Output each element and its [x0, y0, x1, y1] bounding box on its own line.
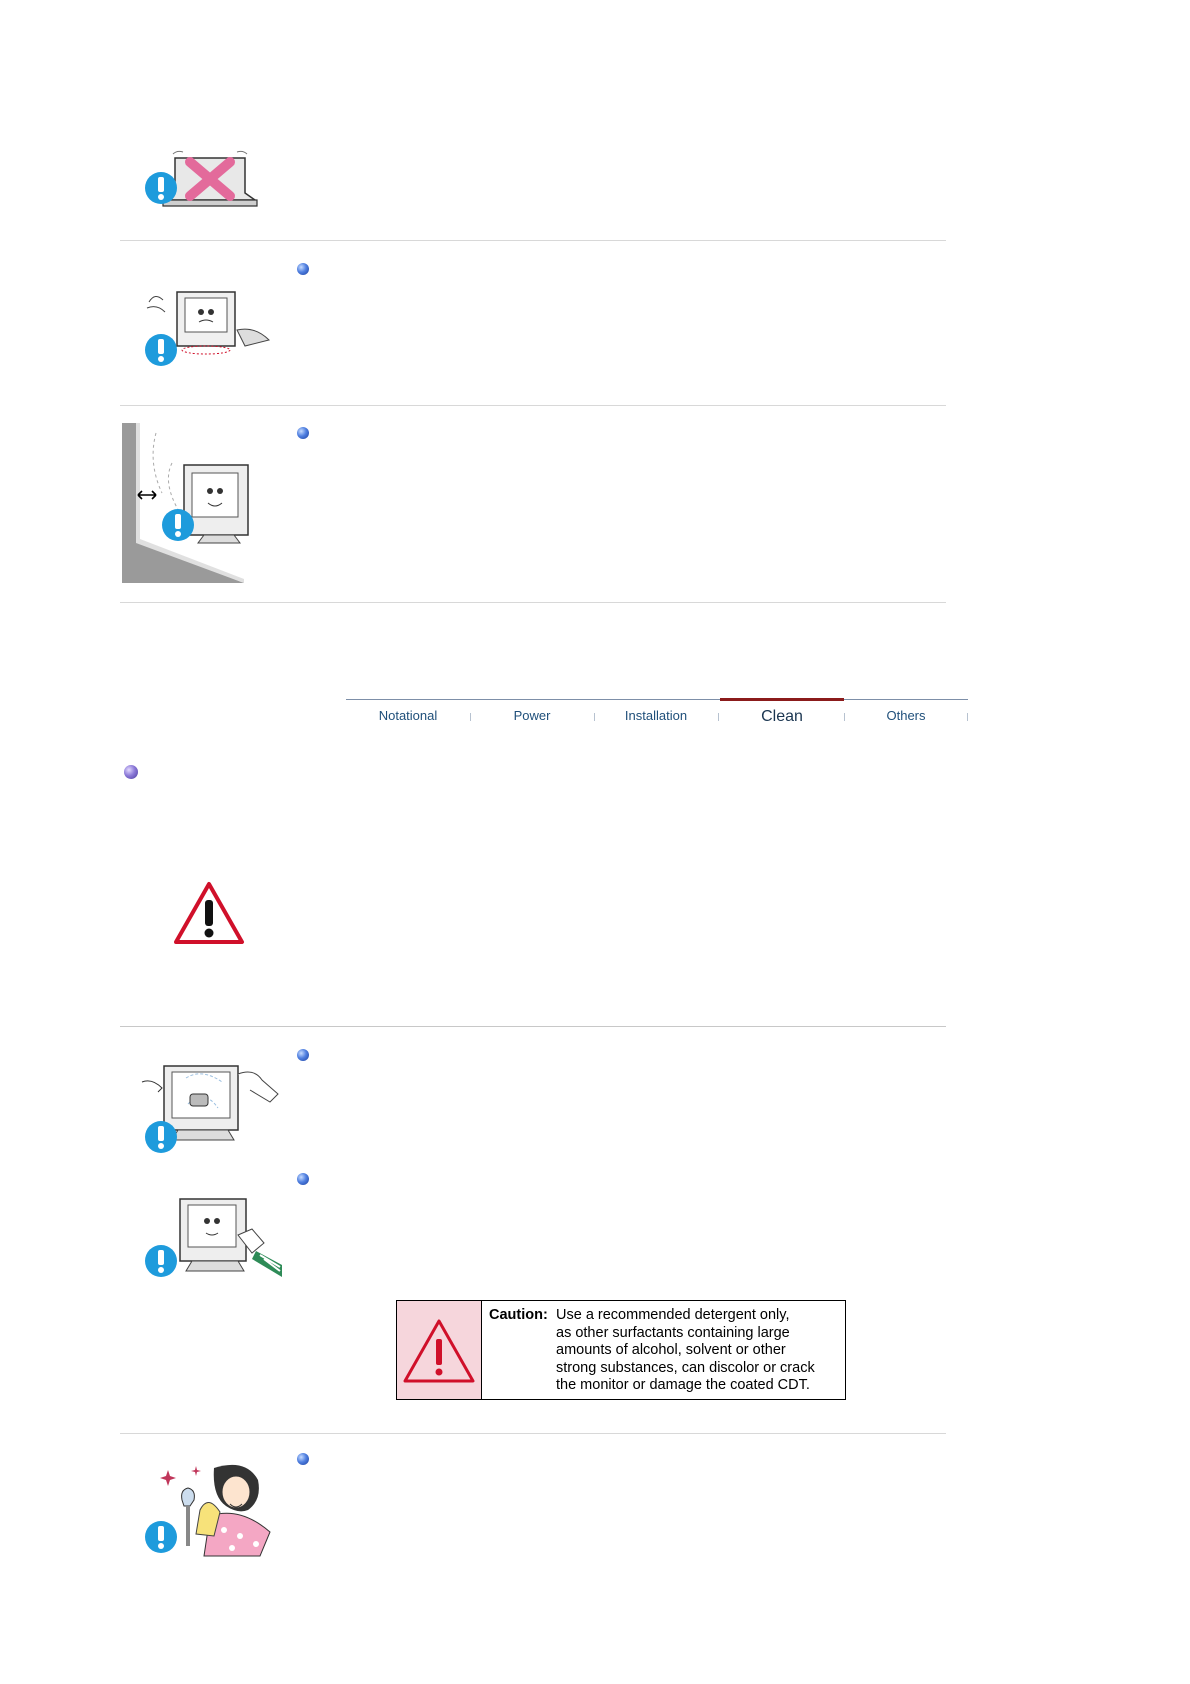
monitor-wall-clearance-illustration	[122, 423, 262, 588]
caution-box	[396, 1300, 846, 1400]
section-divider	[120, 1433, 946, 1434]
caution-line: the monitor or damage the coated CDT.	[556, 1377, 810, 1393]
tab-separator	[718, 713, 719, 721]
caution-line: amounts of alcohol, solvent or other	[556, 1342, 786, 1358]
caution-body	[556, 1307, 841, 1395]
caution-icon-cell	[397, 1301, 482, 1399]
tab-power[interactable]: Power	[513, 708, 551, 723]
section-divider	[120, 602, 946, 603]
caution-line: Use a recommended detergent only,	[556, 1307, 790, 1323]
blue-bullet-icon	[297, 1173, 309, 1185]
tab-separator	[967, 713, 968, 721]
warning-triangle-icon	[172, 880, 246, 951]
caution-line: strong substances, can discolor or crack	[556, 1359, 815, 1376]
blue-bullet-icon	[297, 263, 309, 275]
caution-line: as other surfactants containing large	[556, 1324, 790, 1341]
tab-notational[interactable]: Notational	[378, 708, 438, 723]
section-divider	[120, 1026, 946, 1027]
blue-bullet-icon	[297, 1453, 309, 1465]
blue-bullet-icon	[297, 1049, 309, 1061]
blue-bullet-icon	[297, 427, 309, 439]
tab-others[interactable]: Others	[886, 708, 926, 723]
exclamation-circle-icon	[144, 171, 178, 210]
tab-clean[interactable]: Clean	[720, 698, 844, 733]
section-bullet-icon	[124, 765, 138, 779]
section-divider	[120, 405, 946, 406]
exclamation-circle-icon	[144, 1520, 178, 1559]
section-divider	[120, 240, 946, 241]
tab-installation[interactable]: Installation	[624, 708, 688, 723]
caution-label: Caution:	[489, 1307, 548, 1323]
warning-triangle-icon	[397, 1301, 481, 1399]
exclamation-circle-icon	[144, 333, 178, 372]
category-tabs	[346, 699, 968, 734]
caution-text	[489, 1307, 839, 1393]
exclamation-circle-icon	[144, 1244, 178, 1283]
exclamation-circle-icon	[161, 508, 195, 547]
exclamation-circle-icon	[144, 1120, 178, 1159]
